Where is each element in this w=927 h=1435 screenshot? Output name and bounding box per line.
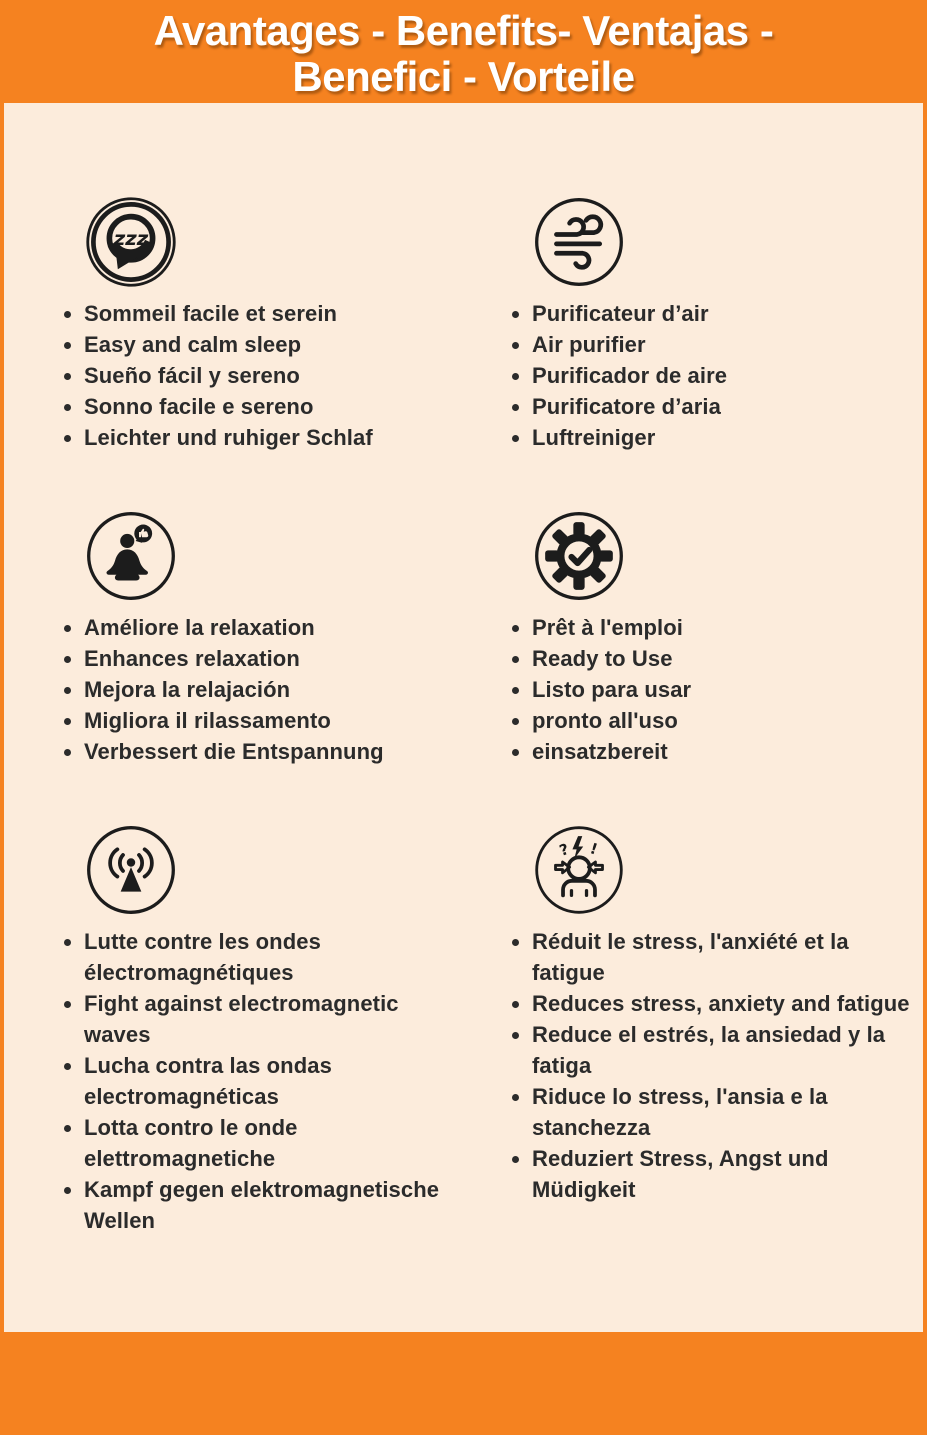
section-ready-to-use — [494, 509, 913, 767]
list-item: • Kampf gegen elektromagnetische Wellen — [84, 1174, 464, 1236]
page-title-line-1: Avantages - Benefits- Ventajas - — [153, 6, 774, 54]
section-relaxation — [46, 509, 494, 767]
benefit-list-air — [494, 298, 913, 453]
svg-text:zzz: zzz — [113, 226, 149, 250]
list-item: • Migliora il rilassamento — [84, 705, 464, 736]
list-item: • Améliore la relaxation — [84, 612, 464, 643]
benefits-grid — [4, 103, 923, 1236]
gear-check-icon — [532, 509, 626, 603]
list-item: • Mejora la relajación — [84, 674, 464, 705]
list-item: • Listo para usar — [532, 674, 912, 705]
svg-text:?: ? — [557, 840, 572, 860]
list-item: • Sueño fácil y sereno — [84, 360, 464, 391]
list-item: • Fight against electromagnetic waves — [84, 988, 464, 1050]
list-item: • Enhances relaxation — [84, 643, 464, 674]
page-header — [0, 0, 927, 105]
list-item: • einsatzbereit — [532, 736, 912, 767]
wind-air-icon — [532, 195, 626, 289]
meditation-thumbs-up-icon — [84, 509, 178, 603]
list-item: • Riduce lo stress, l'ansia e la stanchezza — [532, 1081, 912, 1143]
list-item: • Purificador de aire — [532, 360, 912, 391]
list-item: • Lucha contra las ondas electromagnéticas — [84, 1050, 464, 1112]
benefit-list-sleep — [46, 298, 494, 453]
list-item: • pronto all'uso — [532, 705, 912, 736]
benefit-list-stress — [494, 926, 913, 1205]
list-item: • Prêt à l'emploi — [532, 612, 912, 643]
list-item: • Purificatore d’aria — [532, 391, 912, 422]
list-item: • Sonno facile e sereno — [84, 391, 464, 422]
list-item: • Luftreiniger — [532, 422, 912, 453]
section-stress — [494, 823, 913, 1236]
list-item: • Leichter und ruhiger Schlaf — [84, 422, 464, 453]
list-item: • Réduit le stress, l'anxiété et la fatigue — [532, 926, 912, 988]
section-sleep — [46, 195, 494, 453]
list-item: • Reduce el estrés, la ansiedad y la fatiga — [532, 1019, 912, 1081]
list-item: • Easy and calm sleep — [84, 329, 464, 360]
svg-text:!: ! — [587, 839, 600, 859]
list-item: • Air purifier — [532, 329, 912, 360]
page-title-line-2: Benefici - Vorteile — [292, 52, 635, 100]
list-item: • Sommeil facile et serein — [84, 298, 464, 329]
section-electromagnetic — [46, 823, 494, 1236]
antenna-waves-icon — [84, 823, 178, 917]
benefit-list-relaxation — [46, 612, 494, 767]
sleep-zzz-icon — [84, 195, 178, 289]
benefit-list-electromagnetic — [46, 926, 494, 1236]
list-item: • Reduziert Stress, Angst und Müdigkeit — [532, 1143, 912, 1205]
list-item: • Verbessert die Entspannung — [84, 736, 464, 767]
benefit-list-ready — [494, 612, 913, 767]
section-air-purifier — [494, 195, 913, 453]
list-item: • Reduces stress, anxiety and fatigue — [532, 988, 912, 1019]
list-item: • Purificateur d’air — [532, 298, 912, 329]
stressed-person-icon — [532, 823, 626, 917]
benefits-panel — [4, 103, 923, 1332]
list-item: • Ready to Use — [532, 643, 912, 674]
list-item: • Lutte contre les ondes électromagnétiques — [84, 926, 464, 988]
list-item: • Lotta contro le onde elettromagnetiche — [84, 1112, 464, 1174]
